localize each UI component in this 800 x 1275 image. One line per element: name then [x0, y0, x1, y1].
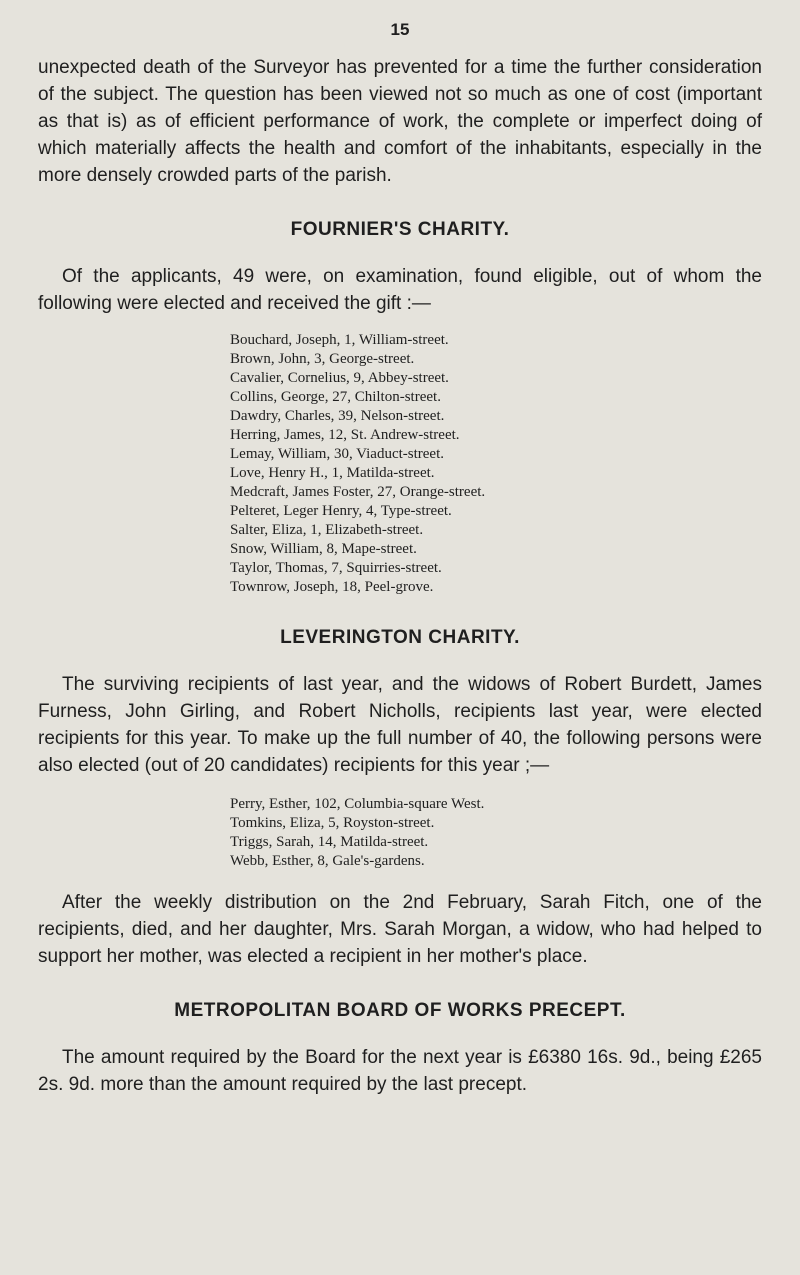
list-item: Taylor, Thomas, 7, Squirries-street. [230, 560, 442, 576]
list-item: Townrow, Joseph, 18, Peel-grove. [230, 579, 434, 595]
intro-paragraph: unexpected death of the Surveyor has prevented for a time the further consideration of the subject. The question has been viewed not so much as one of cost (important as that is) as of efficient performance of work, the complete or imperfect doing of which materially affects the health and comfort of the inhabitants, especially in the more densely crowded parts of the parish. [38, 57, 762, 186]
list-item: Lemay, William, 30, Viaduct-street. [230, 446, 444, 462]
page-number: 15 [390, 20, 410, 39]
list-item: Love, Henry H., 1, Matilda-street. [230, 465, 435, 481]
list-item: Salter, Eliza, 1, Elizabeth-street. [230, 522, 424, 538]
list-item: Brown, John, 3, George-street. [230, 351, 415, 367]
list-item: Perry, Esther, 102, Columbia-square West. [230, 796, 485, 812]
list-item: Webb, Esther, 8, Gale's-gardens. [230, 853, 425, 869]
list-item: Tomkins, Eliza, 5, Royston-street. [230, 815, 435, 831]
list-item: Bouchard, Joseph, 1, William-street. [230, 332, 449, 348]
list-item: Medcraft, James Foster, 27, Orange-street. [230, 484, 486, 500]
leverington-charity-heading: LEVERINGTON CHARITY. [280, 627, 520, 648]
fourniers-charity-paragraph: Of the applicants, 49 were, on examination, found eligible, out of whom the following were elected and received the gift :— [38, 266, 762, 314]
list-item: Cavalier, Cornelius, 9, Abbey-street. [230, 370, 449, 386]
list-item: Dawdry, Charles, 39, Nelson-street. [230, 408, 445, 424]
list-item: Collins, George, 27, Chilton-street. [230, 389, 441, 405]
leverington-charity-paragraph: The surviving recipients of last year, and the widows of Robert Burdett, James Furness, John Girling, and Robert Nicholls, recipients last year, were elected recipients for this year. To make up the full number of 40, the following persons were also elected (out of 20 candidates) recipients for this year ;— [38, 674, 762, 776]
fourniers-recipient-list [38, 331, 762, 597]
list-item: Snow, William, 8, Mape-street. [230, 541, 417, 557]
fourniers-charity-heading: FOURNIER'S CHARITY. [290, 219, 510, 240]
list-item: Triggs, Sarah, 14, Matilda-street. [230, 834, 429, 850]
leverington-after-paragraph: After the weekly distribution on the 2nd February, Sarah Fitch, one of the recipients, died, and her daughter, Mrs. Sarah Morgan, a widow, who had helped to support her mother, was elected a recipient in her mother's place. [38, 892, 762, 967]
list-item: Herring, James, 12, St. Andrew-street. [230, 427, 460, 443]
list-item: Pelteret, Leger Henry, 4, Type-street. [230, 503, 452, 519]
leverington-recipient-list [38, 795, 762, 871]
metropolitan-board-heading: METROPOLITAN BOARD OF WORKS PRECEPT. [174, 1000, 626, 1021]
metropolitan-board-paragraph: The amount required by the Board for the next year is £6380 16s. 9d., being £265 2s. 9d. more than the amount required by the last precept. [38, 1047, 762, 1095]
